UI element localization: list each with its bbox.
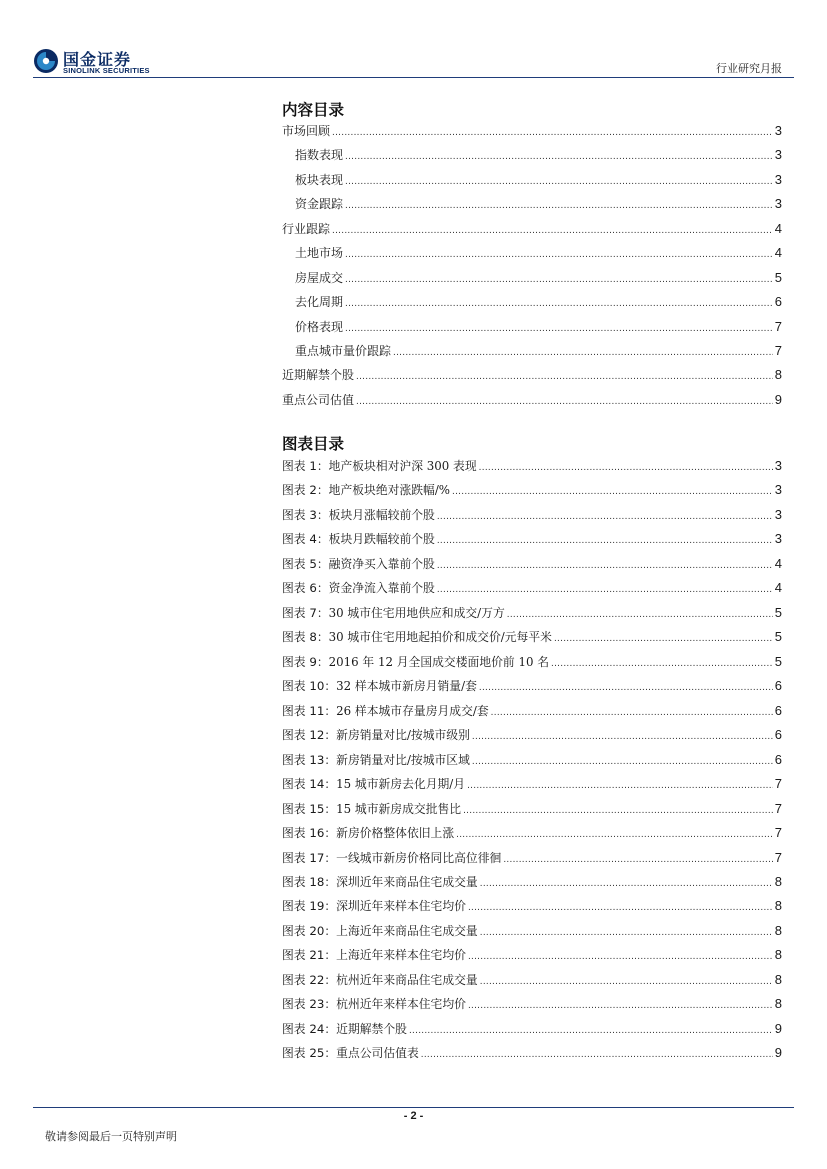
dot-leader: [409, 1022, 773, 1036]
figure-entry-text: [282, 457, 477, 474]
dot-leader: [452, 483, 773, 497]
figure-entry[interactable]: [282, 1044, 782, 1068]
figure-title: 杭州近年来商品住宅成交量: [336, 972, 478, 987]
figure-entry-text: [282, 775, 465, 792]
dot-leader: [345, 197, 773, 211]
toc-entry[interactable]: [282, 342, 782, 366]
figure-entry[interactable]: [282, 628, 782, 652]
dot-leader: [437, 557, 773, 571]
figure-entry[interactable]: [282, 579, 782, 603]
figure-label: 图表 12：: [282, 728, 337, 743]
page-ref: 3: [774, 123, 782, 138]
figure-title: 重点公司估值表: [336, 1046, 419, 1061]
page-ref: 5: [774, 653, 782, 669]
figure-entry[interactable]: [282, 775, 782, 799]
toc-entry-text: 重点公司估值: [282, 392, 355, 407]
figure-label: 图表 25：: [282, 1046, 337, 1061]
figure-title: 15 城市新房成交批售比: [336, 801, 462, 816]
figure-title: 上海近年来样本住宅均价: [336, 948, 466, 963]
figure-entry-text: [282, 628, 552, 645]
figure-label: 图表 16：: [282, 826, 337, 841]
dot-leader: [456, 826, 773, 840]
report-type: 行业研究月报: [716, 62, 782, 75]
page-ref: 4: [774, 580, 782, 596]
page-ref: 6: [774, 727, 782, 743]
page-ref: 9: [774, 1020, 782, 1036]
header-divider: [33, 77, 794, 78]
figure-entry[interactable]: [282, 726, 782, 750]
figure-title: 一线城市新房价格同比高位徘徊: [336, 850, 502, 865]
figure-title: 新房价格整体依旧上涨: [336, 826, 455, 841]
figure-label: 图表 1：: [282, 459, 329, 473]
page-ref: 7: [774, 342, 782, 358]
dot-leader: [356, 393, 773, 407]
page-ref: 6: [774, 702, 782, 718]
toc-entry[interactable]: [282, 293, 782, 317]
figure-entry[interactable]: [282, 873, 782, 897]
figure-title: 杭州近年来样本住宅均价: [336, 997, 466, 1012]
figure-entry[interactable]: [282, 751, 782, 775]
dot-leader: [345, 320, 773, 334]
dot-leader: [463, 802, 773, 816]
figure-title: 资金净流入靠前个股: [328, 581, 435, 596]
dot-leader: [393, 344, 773, 358]
figure-entry-text: [282, 922, 478, 939]
toc-entry[interactable]: [282, 171, 782, 195]
figure-label: 图表 5：: [282, 556, 329, 571]
page-ref: 3: [774, 482, 782, 498]
page-ref: 4: [774, 245, 782, 261]
figure-entry[interactable]: [282, 824, 782, 848]
toc-entry-text: 土地市场: [295, 246, 344, 261]
page-ref: 7: [774, 776, 782, 792]
disclaimer: 敬请参阅最后一页特别声明: [45, 1130, 177, 1143]
figure-entry-text: [282, 481, 450, 498]
figure-label: 图表 21：: [282, 948, 337, 963]
figure-label: 图表 11：: [282, 703, 337, 718]
page-ref: 9: [774, 391, 782, 407]
logo-english-name: SINOLINK SECURITIES: [63, 66, 150, 75]
dot-leader: [479, 459, 773, 473]
figure-label: 图表 9：: [282, 654, 329, 669]
figure-entry[interactable]: [282, 604, 782, 628]
page-number: - 2 -: [403, 1110, 424, 1122]
figure-entry-text: [282, 849, 501, 866]
figure-label: 图表 24：: [282, 1021, 337, 1036]
figure-title: 板块月涨幅较前个股: [328, 507, 435, 522]
page-ref: 8: [774, 898, 782, 914]
figure-entry[interactable]: [282, 897, 782, 921]
page-ref: 3: [774, 531, 782, 547]
figure-title: 融资净买入靠前个股: [328, 556, 435, 571]
figure-title: 2016 年 12 月全国成交楼面地价前 10 名: [328, 654, 550, 669]
toc-title: 内容目录: [282, 101, 345, 119]
dot-leader: [472, 753, 773, 767]
figure-label: 图表 7：: [282, 605, 329, 620]
logo-chinese-name: 国金证券: [63, 50, 132, 69]
figure-entry-text: [282, 873, 478, 890]
dot-leader: [468, 997, 773, 1011]
page-ref: 3: [774, 147, 782, 163]
sinolink-logo-icon: [33, 48, 59, 74]
toc-entry[interactable]: [282, 146, 782, 170]
dot-leader: [480, 875, 773, 889]
figure-entry-text: [282, 726, 470, 743]
dot-leader: [491, 704, 773, 718]
page-ref: 8: [774, 367, 782, 383]
toc-entry-text: 行业跟踪: [282, 221, 331, 236]
figure-entry-text: [282, 751, 470, 768]
dot-leader: [480, 924, 773, 938]
page-ref: 8: [774, 996, 782, 1012]
figure-title: 30 城市住宅用地供应和成交/万方: [328, 605, 505, 620]
toc-entry-text: 房屋成交: [295, 270, 344, 285]
figure-label: 图表 3：: [282, 507, 329, 522]
figure-entry[interactable]: [282, 481, 782, 505]
dot-leader: [345, 173, 773, 187]
figure-title: 新房销量对比/按城市区域: [336, 752, 470, 767]
dot-leader: [345, 295, 773, 309]
dot-leader: [437, 581, 773, 595]
page-ref: 6: [774, 678, 782, 694]
toc-entry[interactable]: [282, 195, 782, 219]
figure-title: 深圳近年来商品住宅成交量: [336, 874, 478, 889]
figure-entry-text: [282, 897, 466, 914]
figure-label: 图表 13：: [282, 752, 337, 767]
figures-title: 图表目录: [282, 435, 345, 453]
page-ref: 8: [774, 922, 782, 938]
dot-leader: [332, 124, 773, 138]
toc-entry-text: 指数表现: [295, 148, 344, 163]
figure-entry[interactable]: [282, 995, 782, 1019]
figure-label: 图表 15：: [282, 801, 337, 816]
figure-entry-text: [282, 653, 549, 670]
figure-entry-text: [282, 995, 466, 1012]
figure-label: 图表 17：: [282, 850, 337, 865]
toc-entry[interactable]: [282, 220, 782, 244]
toc-entry[interactable]: [282, 122, 782, 146]
figure-entry[interactable]: [282, 946, 782, 970]
figure-entry[interactable]: [282, 506, 782, 530]
figure-label: 图表 2：: [282, 483, 329, 498]
figure-label: 图表 8：: [282, 630, 329, 645]
dot-leader: [437, 508, 773, 522]
dot-leader: [345, 148, 773, 162]
figure-entry[interactable]: [282, 677, 782, 701]
figure-entry-text: [282, 702, 489, 719]
page-ref: 7: [774, 318, 782, 334]
figure-entry[interactable]: [282, 457, 782, 481]
dot-leader: [345, 246, 773, 260]
company-logo: [33, 46, 163, 78]
figure-entry-text: [282, 604, 505, 621]
figure-title: 地产板块绝对涨跌幅/%: [328, 483, 451, 498]
figure-label: 图表 23：: [282, 997, 337, 1012]
page-ref: 8: [774, 971, 782, 987]
figure-entry[interactable]: [282, 800, 782, 824]
toc-entry[interactable]: [282, 244, 782, 268]
figure-entry-text: [282, 800, 461, 817]
figure-entry[interactable]: [282, 922, 782, 946]
page-ref: 7: [774, 825, 782, 841]
dot-leader: [480, 973, 773, 987]
page-ref: 9: [774, 1045, 782, 1061]
page-ref: 4: [774, 555, 782, 571]
toc-entry-text: 价格表现: [295, 319, 344, 334]
toc-entry[interactable]: [282, 391, 782, 415]
figure-title: 26 样本城市存量房月成交/套: [336, 703, 489, 718]
footer-divider: [33, 1107, 794, 1108]
figure-entry[interactable]: [282, 530, 782, 554]
dot-leader: [503, 851, 772, 865]
toc-entry-text: 资金跟踪: [295, 197, 344, 212]
figure-entry-text: [282, 506, 435, 523]
toc-entry-text: 板块表现: [295, 172, 344, 187]
figure-title: 地产板块相对沪深 300 表现: [328, 459, 477, 473]
dot-leader: [507, 606, 773, 620]
dot-leader: [437, 532, 773, 546]
toc-entry[interactable]: [282, 269, 782, 293]
toc-entry[interactable]: [282, 366, 782, 390]
figures-list: [282, 457, 782, 1069]
figure-label: 图表 10：: [282, 679, 337, 694]
dot-leader: [345, 271, 773, 285]
figure-label: 图表 14：: [282, 777, 337, 792]
figure-title: 板块月跌幅较前个股: [328, 532, 435, 547]
page-ref: 7: [774, 800, 782, 816]
page-ref: 5: [774, 629, 782, 645]
figure-entry-text: [282, 677, 477, 694]
figure-title: 15 城市新房去化月期/月: [336, 777, 466, 792]
page-ref: 5: [774, 604, 782, 620]
dot-leader: [332, 222, 773, 236]
dot-leader: [468, 899, 773, 913]
toc-entry-text: 近期解禁个股: [282, 368, 355, 383]
toc-entry-text: 去化周期: [295, 295, 344, 310]
figure-entry-text: [282, 579, 435, 596]
figure-entry-text: [282, 1020, 407, 1037]
figure-entry-text: [282, 1044, 419, 1061]
figure-entry[interactable]: [282, 555, 782, 579]
dot-leader: [421, 1046, 773, 1060]
page-ref: 6: [774, 294, 782, 310]
figure-entry-text: [282, 824, 454, 841]
toc-entry-text: 重点城市量价跟踪: [295, 343, 392, 358]
figure-title: 上海近年来商品住宅成交量: [336, 923, 478, 938]
page-ref: 3: [774, 458, 782, 473]
figure-title: 近期解禁个股: [336, 1021, 407, 1036]
figure-label: 图表 6：: [282, 581, 329, 596]
figure-title: 30 城市住宅用地起拍价和成交价/元每平米: [328, 630, 552, 645]
page-ref: 6: [774, 751, 782, 767]
page-ref: 8: [774, 873, 782, 889]
figure-title: 新房销量对比/按城市级别: [336, 728, 470, 743]
toc-entry-text: 市场回顾: [282, 124, 331, 138]
figure-label: 图表 18：: [282, 874, 337, 889]
dot-leader: [468, 948, 773, 962]
dot-leader: [356, 368, 773, 382]
toc-list: [282, 122, 782, 415]
dot-leader: [554, 630, 773, 644]
figure-title: 32 样本城市新房月销量/套: [336, 679, 477, 694]
page-ref: 8: [774, 947, 782, 963]
page-ref: 5: [774, 269, 782, 285]
dot-leader: [467, 777, 773, 791]
dot-leader: [472, 728, 773, 742]
page-ref: 4: [774, 220, 782, 236]
page-ref: 3: [774, 171, 782, 187]
figure-entry[interactable]: [282, 702, 782, 726]
page-ref: 3: [774, 196, 782, 212]
page-ref: 7: [774, 849, 782, 865]
figure-entry-text: [282, 971, 478, 988]
toc-entry[interactable]: [282, 318, 782, 342]
figure-label: 图表 22：: [282, 972, 337, 987]
figure-entry-text: [282, 530, 435, 547]
page-ref: 3: [774, 506, 782, 522]
figure-entry[interactable]: [282, 849, 782, 873]
figure-title: 深圳近年来样本住宅均价: [336, 899, 466, 914]
figure-label: 图表 20：: [282, 923, 337, 938]
figure-entry-text: [282, 946, 466, 963]
dot-leader: [551, 655, 773, 669]
figure-entry[interactable]: [282, 653, 782, 677]
figure-label: 图表 4：: [282, 532, 329, 547]
figure-entry[interactable]: [282, 1020, 782, 1044]
figure-entry-text: [282, 555, 435, 572]
dot-leader: [479, 679, 773, 693]
figure-label: 图表 19：: [282, 899, 337, 914]
figure-entry[interactable]: [282, 971, 782, 995]
